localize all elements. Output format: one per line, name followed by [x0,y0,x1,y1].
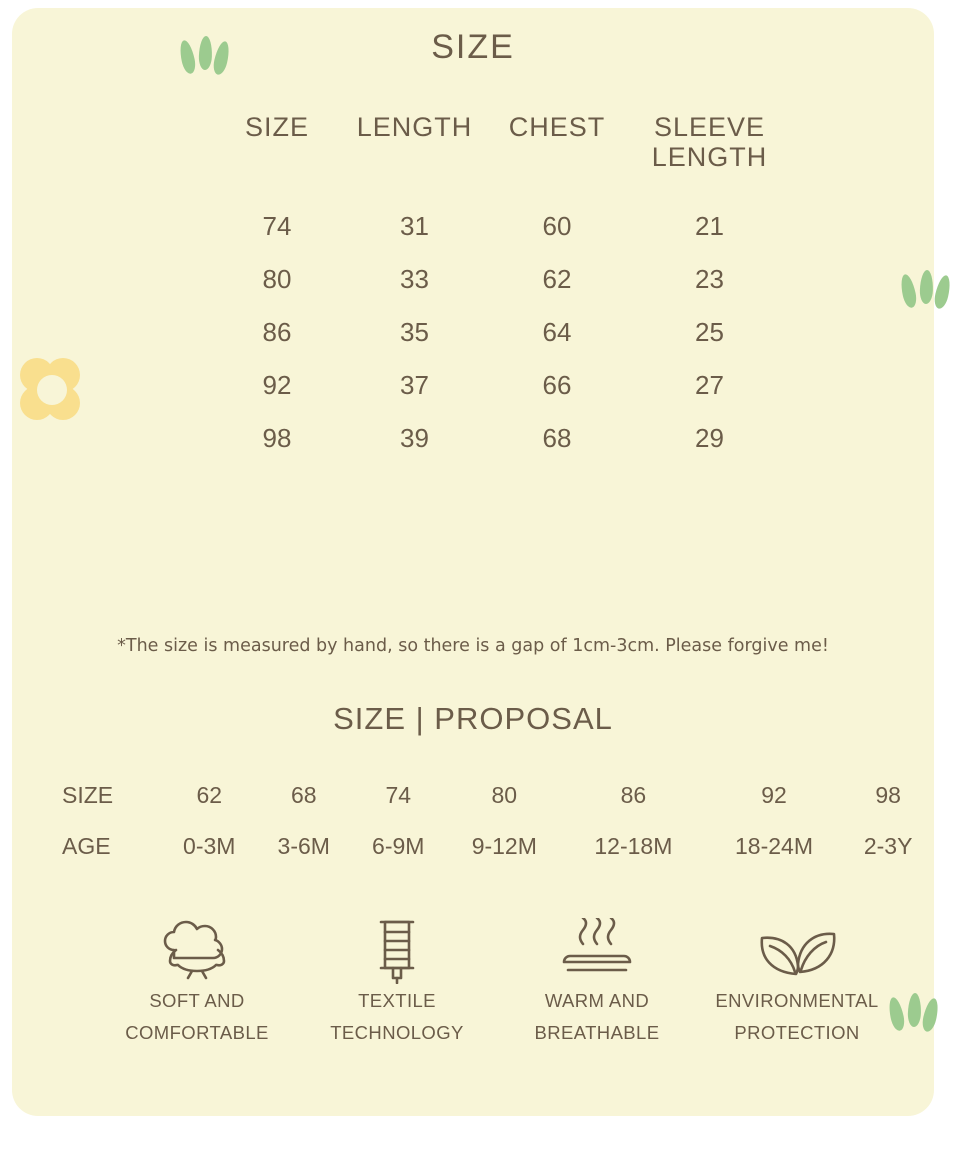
cell-age: 12-18M [594,833,673,859]
feature-label-line2: TECHNOLOGY [330,1022,464,1044]
table-row [212,359,792,412]
feature-label-line2: COMFORTABLE [125,1022,269,1044]
cell-size: 74 [262,211,292,242]
leaf-decoration-icon [884,993,940,1033]
column-header-size: SIZE [244,112,309,142]
measurement-note: *The size is measured by hand, so there is a gap of 1cm-3cm. Please forgive me! [117,636,829,656]
feature-label-line2: BREATHABLE [534,1022,660,1044]
feature-warm-and-breathable [502,913,692,1050]
row-label-size: SIZE [62,782,114,808]
cell-length: 33 [400,264,429,295]
table-row [212,306,792,359]
cell-sleeve: 25 [695,317,724,348]
cell-sleeve: 21 [695,211,724,242]
warm-steam-icon [502,913,692,985]
table-header-row [212,113,792,200]
feature-environmental-protection [702,913,892,1050]
feature-label-line1: TEXTILE [358,990,436,1011]
proposal-title: SIZE | PROPOSAL [333,701,613,736]
table-row-size [52,770,932,821]
feature-label-line2: PROTECTION [734,1022,860,1044]
cell-size: 98 [875,782,901,808]
cloud-sheep-icon [102,913,292,985]
cell-size: 62 [196,782,223,808]
feature-textile-technology [302,913,492,1050]
cell-size: 86 [262,317,292,348]
cell-size: 80 [491,782,518,808]
cell-length: 37 [400,370,429,401]
leaf-icon [702,913,892,985]
cell-length: 31 [400,211,429,242]
cell-sleeve: 29 [695,423,724,454]
cell-chest: 64 [542,317,572,348]
leaf-decoration-icon [896,270,952,310]
cell-age: 3-6M [277,833,330,859]
cell-length: 35 [400,317,429,348]
cell-size: 86 [620,782,647,808]
size-chart-card [12,8,934,1116]
table-row-age [52,821,932,872]
feature-soft-and-comfortable [102,913,292,1050]
cell-length: 39 [400,423,429,454]
feature-list [102,913,892,1050]
thread-spool-icon [302,913,492,985]
cell-size: 92 [761,782,787,808]
cell-sleeve: 27 [695,370,724,401]
cell-size: 74 [385,782,412,808]
cell-size: 98 [262,423,292,454]
cell-age: 9-12M [471,833,537,859]
cell-chest: 68 [542,423,572,454]
column-header-length: LENGTH [356,112,473,142]
page-title: SIZE [431,28,515,66]
cell-chest: 60 [542,211,572,242]
flower-decoration-icon [20,358,86,428]
size-age-proposal-table [52,770,932,872]
cell-age: 18-24M [735,833,813,859]
cell-chest: 66 [542,370,572,401]
cell-size: 92 [262,370,292,401]
cell-chest: 62 [542,264,572,295]
feature-label-line1: SOFT AND [149,990,245,1011]
table-row [212,253,792,306]
cell-age: 2-3Y [863,833,913,859]
table-row [212,200,792,253]
column-header-chest: CHEST [508,112,606,142]
cell-age: 6-9M [372,833,425,859]
size-measurements-table [212,113,792,465]
cell-size: 68 [290,782,317,808]
row-label-age: AGE [62,833,111,859]
cell-sleeve: 23 [695,264,724,295]
feature-label-line1: ENVIRONMENTAL [715,990,879,1011]
column-header-sleeve-length: SLEEVE LENGTH [651,112,768,172]
cell-age: 0-3M [183,833,236,859]
cell-size: 80 [262,264,292,295]
feature-label-line1: WARM AND [544,990,650,1011]
table-row [212,412,792,465]
